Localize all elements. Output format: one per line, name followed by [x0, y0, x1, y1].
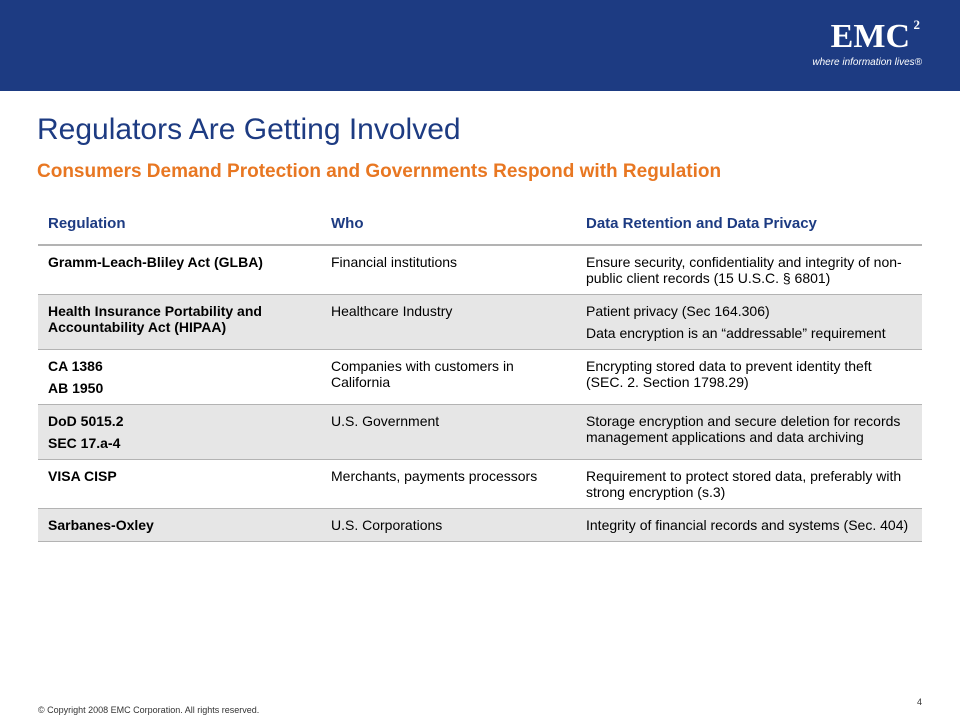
who-text: U.S. Government [331, 413, 440, 429]
regulation-cell [38, 405, 321, 460]
who-cell [321, 350, 576, 405]
privacy-text: Ensure security, confidentiality and integrity of non-public client records (15 U.S.C. § 6801) [586, 254, 902, 286]
who-cell [321, 460, 576, 509]
regulation-name: Sarbanes-Oxley [48, 517, 154, 533]
who-text: Merchants, payments processors [331, 468, 538, 484]
regulation-cell [38, 460, 321, 509]
regulation-cell [38, 245, 321, 295]
table-row [38, 460, 922, 509]
privacy-cell [576, 245, 922, 295]
who-cell [321, 245, 576, 295]
privacy-text: Storage encryption and secure deletion for records management applications and data archiving [586, 413, 901, 445]
regulation-cell [38, 295, 321, 350]
privacy-cell [576, 509, 922, 542]
slide-title: Regulators Are Getting Involved [37, 113, 461, 146]
column-header-data-privacy: Data Retention and Data Privacy [576, 204, 922, 245]
who-text: Companies with customers in California [331, 358, 514, 390]
table-row [38, 245, 922, 295]
regulation-name: SEC 17.a-4 [48, 435, 121, 451]
privacy-cell [576, 350, 922, 405]
emc-logo: EMC [830, 18, 910, 55]
table-row [38, 350, 922, 405]
regulation-name: AB 1950 [48, 380, 104, 396]
privacy-cell [576, 460, 922, 509]
regulation-name: CA 1386 [48, 358, 103, 374]
regulation-cell [38, 509, 321, 542]
table-header-row [38, 204, 922, 245]
logo-tagline: where information lives® [812, 57, 922, 68]
slide-subtitle: Consumers Demand Protection and Governments Respond with Regulation [37, 161, 722, 182]
regulation-table [38, 204, 922, 542]
privacy-text: Patient privacy (Sec 164.306) [586, 303, 770, 319]
privacy-text: Encrypting stored data to prevent identity theft (SEC. 2. Section 1798.29) [586, 358, 872, 390]
emc-logo-superscript: 2 [913, 17, 920, 32]
table-row [38, 405, 922, 460]
regulation-cell [38, 350, 321, 405]
privacy-text: Data encryption is an “addressable” requirement [586, 325, 886, 341]
who-cell [321, 295, 576, 350]
who-text: Healthcare Industry [331, 303, 453, 319]
column-header-who: Who [321, 204, 576, 245]
regulation-name: Gramm-Leach-Bliley Act (GLBA) [48, 254, 263, 270]
table-row [38, 295, 922, 350]
privacy-text: Requirement to protect stored data, preferably with strong encryption (s.3) [586, 468, 902, 500]
who-cell [321, 405, 576, 460]
table-row [38, 509, 922, 542]
privacy-text: Integrity of financial records and systems (Sec. 404) [586, 517, 909, 533]
privacy-cell [576, 295, 922, 350]
page-number: 4 [916, 697, 922, 707]
regulation-name: DoD 5015.2 [48, 413, 124, 429]
who-cell [321, 509, 576, 542]
column-header-regulation: Regulation [38, 204, 321, 245]
footer-copyright: © Copyright 2008 EMC Corporation. All rights reserved. [38, 705, 260, 715]
regulation-name: Health Insurance Portability and Accountability Act (HIPAA) [48, 303, 262, 335]
who-text: Financial institutions [331, 254, 458, 270]
privacy-cell [576, 405, 922, 460]
regulation-name: VISA CISP [48, 468, 117, 484]
header-bar [0, 0, 960, 91]
who-text: U.S. Corporations [331, 517, 443, 533]
